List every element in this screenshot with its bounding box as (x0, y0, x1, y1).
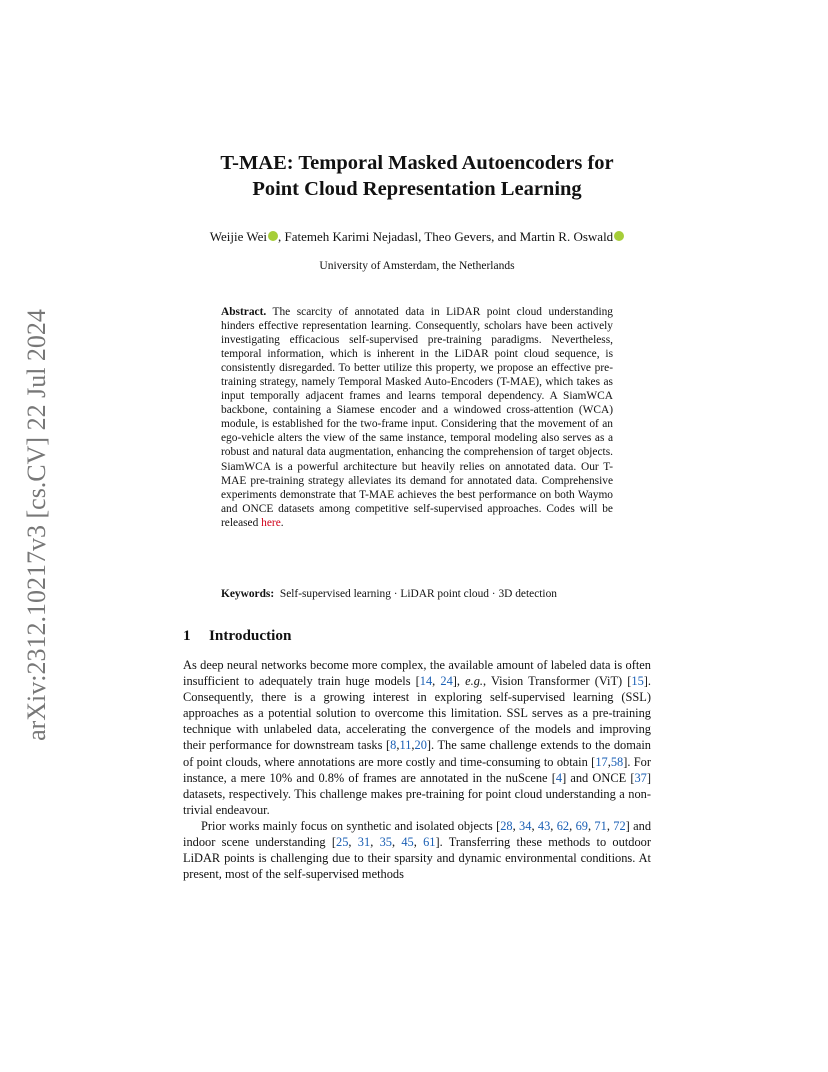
paper-title (183, 150, 651, 202)
abstract-end: . (280, 516, 284, 529)
body-text: , (396, 738, 400, 753)
body-text: ] datasets, respectively. This challenge makes pre-training for point cloud understanding a non-trivial endeavour. (183, 770, 651, 817)
citation-link[interactable]: 8 (390, 738, 397, 753)
body-text: , (413, 835, 424, 850)
body-text: Prior works mainly focus on synthetic and isolated objects [ (201, 818, 501, 833)
affiliation: University of Amsterdam, the Netherlands (319, 260, 515, 272)
body-text: ]. For instance, a mere 10% and 0.8% of frames are annotated in the nuScene [ (183, 754, 652, 785)
arxiv-identifier: arXiv:2312.10217v3 [cs.CV] 22 Jul 2024 (22, 309, 52, 741)
section-number: 1 (183, 627, 191, 644)
citation-link[interactable]: 71 (594, 818, 607, 833)
citation-link[interactable]: 31 (357, 835, 371, 850)
body-text: , (348, 835, 358, 850)
intro-body (183, 657, 651, 882)
abstract (221, 305, 613, 530)
body-text: , (531, 818, 538, 833)
body-text: As deep neural networks become more complex, the available amount of labeled data is often insufficient to adequately train huge models [ (183, 658, 651, 689)
citation-link[interactable]: 25 (336, 835, 349, 850)
citation-link[interactable]: 15 (631, 674, 644, 689)
citation-link[interactable]: 45 (401, 835, 414, 850)
author-list (183, 228, 651, 246)
abstract-label: Abstract. (221, 306, 267, 318)
body-text: ]. The same challenge extends to the domain of point clouds, where annotations are more costly and time-consuming to obtain [ (183, 738, 651, 769)
body-text: ]. Transferring these methods to outdoor LiDAR points is challenging due to their sparsity and dynamic environmental conditions. At present, most of the self-supervised methods (183, 835, 651, 882)
citation-link[interactable]: 58 (610, 754, 624, 769)
orcid-icon[interactable] (268, 231, 278, 241)
abstract-text: The scarcity of annotated data in LiDAR point cloud understanding hinders effective representation learning. Consequently, scholars have been actively investigating efficacious self-supervised pre-training paradigms. Nevertheless, temporal information, which is inherent in the LiDAR point cloud sequence, is consistently disregarded. To better utilize this property, we propose an effective pre-training strategy, namely Temporal Masked Auto-Encoders (T-MAE), which takes as input temporally adjacent frames and learns temporal dependency. A SiamWCA backbone, containing a Siamese encoder and a windowed cross-attention (WCA) module, is established for the two-frame input. Considering that the movement of an ego-vehicle alters the view of the same instance, temporal modeling also serves as a robust and natural data augmentation, enhancing the comprehension of target objects. SiamWCA is a powerful architecture but heavily relies on annotated data. Our T-MAE pre-training strategy alleviates its demand for annotated data. Comprehensive experiments demonstrate that T-MAE achieves the best performance on both Waymo and ONCE datasets among competitive self-supervised approaches. Codes will be released (221, 306, 613, 529)
keywords (221, 587, 621, 602)
title-line-1: T-MAE: Temporal Masked Autoencoders for (220, 152, 614, 174)
body-text: ] and indoor scene understanding [ (183, 818, 652, 850)
body-text: , (587, 818, 595, 833)
citation-link[interactable]: 28 (500, 818, 513, 833)
arxiv-sidebar (12, 290, 62, 760)
keywords-text: Self-supervised learning · LiDAR point cloud · 3D detection (279, 588, 557, 600)
title-line-2: Point Cloud Representation Learning (252, 178, 582, 200)
citation-link[interactable]: 24 (440, 674, 453, 689)
citation-link[interactable]: 4 (555, 770, 563, 785)
body-text: , Vision Transformer (ViT) [ (482, 674, 632, 689)
body-text: , (391, 835, 402, 850)
citation-link[interactable]: 11 (399, 738, 412, 753)
body-text: , (569, 818, 576, 833)
intro-paragraph-1 (183, 657, 651, 818)
citation-link[interactable]: 62 (556, 818, 570, 833)
citation-link[interactable]: 61 (423, 835, 436, 850)
citation-link[interactable]: 14 (419, 674, 433, 689)
keywords-label: Keywords: (221, 588, 275, 600)
section-title: Introduction (209, 627, 292, 644)
citation-link[interactable]: 35 (379, 835, 392, 850)
code-link[interactable]: here (261, 516, 281, 529)
body-text: , (607, 754, 611, 769)
citation-link[interactable]: 34 (519, 818, 532, 833)
citation-link[interactable]: 20 (414, 738, 427, 753)
orcid-icon[interactable] (614, 231, 624, 241)
section-heading (183, 626, 651, 646)
body-text: , (606, 818, 614, 833)
body-text: ] and ONCE [ (562, 770, 635, 785)
citation-link[interactable]: 69 (575, 818, 588, 833)
citation-link[interactable]: 37 (634, 770, 647, 785)
intro-paragraph-2 (183, 818, 651, 882)
body-text: , (550, 818, 557, 833)
author-first: Weijie Wei (209, 229, 268, 244)
body-text: , (370, 835, 380, 850)
body-text: , (411, 738, 415, 753)
body-text: ], (452, 674, 466, 689)
italic-text: e.g. (465, 674, 483, 689)
citation-link[interactable]: 17 (595, 754, 608, 769)
author-rest: , Fatemeh Karimi Nejadasl, Theo Gevers, and Martin R. Oswald (278, 229, 614, 244)
citation-link[interactable]: 72 (613, 818, 626, 833)
body-text: , (512, 818, 520, 833)
body-text: ]. Consequently, there is a growing interest in exploring self-supervised learning (SSL) approaches as a potential solution to overcome this limitation. SSL serves as a pre-training technique with unlabeled data, accelerating the convergence of the models and improving their performance for downstream tasks [ (183, 674, 652, 753)
citation-link[interactable]: 43 (537, 818, 551, 833)
body-text: , (432, 674, 441, 689)
